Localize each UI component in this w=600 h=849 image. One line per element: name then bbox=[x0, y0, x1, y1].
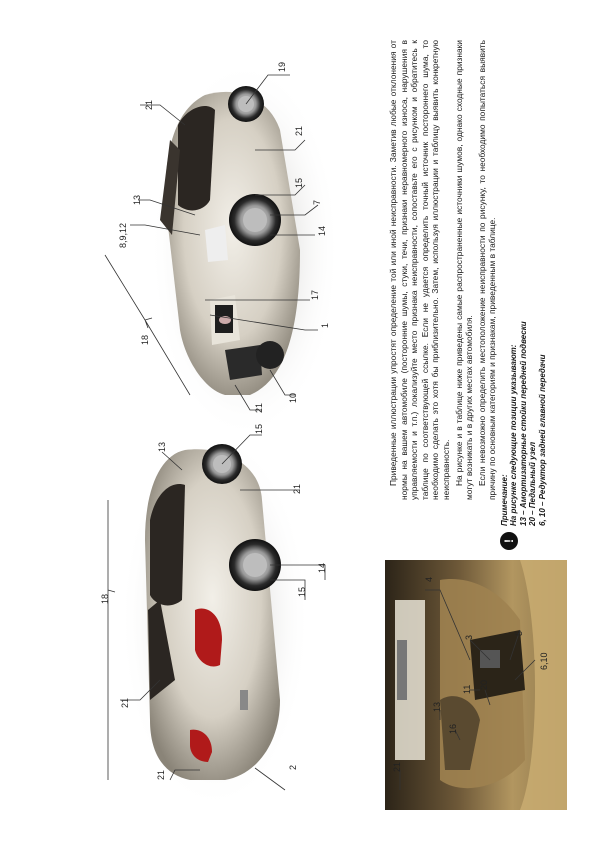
note-item: 6, 10 – Редуктор задней главной передачи bbox=[537, 354, 547, 526]
callout-label: 13 bbox=[157, 441, 167, 452]
callout-label: 13 bbox=[132, 194, 142, 205]
note-title: Примечание: bbox=[500, 474, 509, 526]
callout-label: 13 bbox=[432, 701, 442, 712]
callout-label: 15 bbox=[297, 586, 307, 597]
callout-label: 21 bbox=[294, 125, 304, 136]
note-item: 20 – Педальный узел bbox=[528, 441, 538, 526]
instructions-text bbox=[388, 40, 518, 500]
callout-label: 3 bbox=[464, 634, 474, 640]
callout-label: 1 bbox=[320, 322, 330, 328]
exclamation-icon: ! bbox=[500, 532, 518, 550]
callout-label: 21 bbox=[156, 769, 166, 780]
note-item: 13 – Амортизаторные стойки передней подвески bbox=[518, 321, 528, 526]
callout-label: 17 bbox=[310, 289, 320, 300]
callout-label: 21 bbox=[144, 99, 154, 110]
callout-label: 15 bbox=[294, 177, 304, 188]
paragraph-noise-sources: На рисунке и в таблице ниже приведены самые распространенные источники шумов, однако сходные признаки могут возникать и в других местах автомобиля. bbox=[453, 40, 475, 500]
callout-label: 2 bbox=[288, 764, 298, 770]
callout-label: 6,10 bbox=[539, 652, 549, 670]
note-block bbox=[500, 321, 547, 550]
callout-label: 10 bbox=[288, 392, 298, 403]
note-intro: На рисунке следующие позиции указывают: bbox=[509, 344, 519, 526]
callout-label: 14 bbox=[317, 225, 327, 236]
callout-label: 4 bbox=[424, 576, 434, 582]
callout-label: 15 bbox=[254, 423, 264, 434]
note-body bbox=[500, 321, 547, 526]
callout-label: 16 bbox=[448, 723, 458, 734]
callout-label: 19 bbox=[277, 61, 287, 72]
callout-label: 18 bbox=[100, 593, 110, 604]
callout-label: 21 bbox=[292, 483, 302, 494]
callout-label: 20 bbox=[479, 679, 489, 690]
rear-car-illustration bbox=[120, 430, 310, 810]
paragraph-intro: Приведенные иллюстрации упростят определение той или иной неисправности. Заметив любые отклонения от нормы на вашем автомобиле (посторонние шумы, стуки, течи, признаки неравномерного износа, нарушения в управляемости и т.п.) локализуйте место признака неисправности, сопоставьте его с рисунком и обратитесь к таблице по соответствующей ссылке. Если не удается определить точный источник постороннего шума, то необходимо сделать это хотя бы приблизительно. Затем, используя иллюстрации и таблицу выявить конкретную неисправность. bbox=[388, 40, 451, 500]
front-car-illustration bbox=[150, 60, 340, 440]
callout-label: 21 bbox=[120, 697, 130, 708]
callout-label: 21 bbox=[254, 402, 264, 413]
callout-label: 21 bbox=[392, 761, 402, 772]
callout-label: 7 bbox=[312, 199, 322, 205]
callout-label: 8,9,12 bbox=[118, 222, 128, 248]
callout-label: 5 bbox=[514, 630, 524, 636]
callout-label: 18 bbox=[140, 334, 150, 345]
interior-photo bbox=[385, 560, 567, 810]
callout-label: 11 bbox=[462, 684, 472, 694]
paragraph-fallback: Если невозможно определить местоположение неисправности по рисунку, то необходимо попытаться выявить причину по основным категориям и признакам, приведенным в таблице. bbox=[476, 40, 498, 500]
callout-label: 14 bbox=[317, 562, 327, 573]
